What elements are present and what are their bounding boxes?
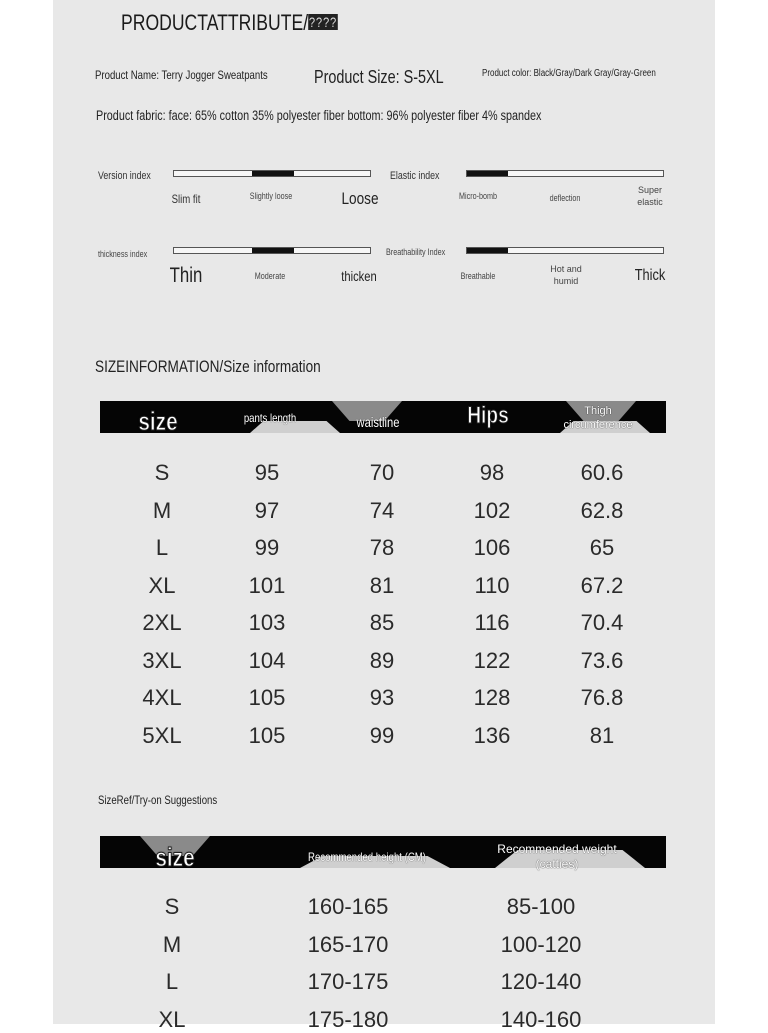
ref-col-header-height: Recommended height (CM) <box>308 850 426 864</box>
size-info-cell: 97 <box>254 497 280 523</box>
thickness-index-label: thickness index <box>98 249 148 259</box>
size-info-cell: 76.8 <box>580 685 624 710</box>
size-info-cell: 136 <box>473 722 511 748</box>
size-info-cell: 62.8 <box>580 497 624 523</box>
elastic-index-bar <box>466 170 664 177</box>
thickness-index-bar <box>173 247 371 254</box>
size-info-cell: 106 <box>473 535 511 560</box>
size-info-cell: 70 <box>369 460 395 485</box>
version-option-slim-fit: Slim fit <box>171 192 201 206</box>
size-ref-cell: 175-180 <box>307 1006 389 1032</box>
ref-col-header-size: size <box>155 842 195 872</box>
size-info-cell: 60.6 <box>580 460 624 485</box>
size-info-cell: 105 <box>248 685 286 710</box>
elastic-index-fill <box>467 171 508 176</box>
size-info-cell: 85 <box>369 610 395 635</box>
size-info-cell: 99 <box>369 722 395 748</box>
size-info-heading: SIZEINFORMATION/Size information <box>95 357 321 376</box>
product-fabric: Product fabric: face: 65% cotton 35% polyester fiber bottom: 96% polyester fiber 4% spandex <box>96 108 542 123</box>
col-header-pants-length: pants length <box>243 411 297 425</box>
ref-col-header-weight: Recommended weight (catties) <box>497 842 617 871</box>
size-info-cell: 102 <box>473 497 511 523</box>
title-unrendered-glyphs: ???? <box>308 14 338 30</box>
breathability-option-breathable: Breathable <box>460 271 496 281</box>
size-ref-cell: 120-140 <box>500 969 582 994</box>
size-info-cell: 105 <box>248 722 286 748</box>
breathability-option-hot-humid: Hot and humid <box>550 264 582 286</box>
size-info-cell: 101 <box>248 572 286 598</box>
size-ref-cell: 165-170 <box>307 931 389 957</box>
product-size: Product Size: S-5XL <box>314 67 444 87</box>
size-ref-heading: SizeRef/Try-on Suggestions <box>98 793 218 807</box>
size-info-cell: 5XL <box>142 722 182 748</box>
size-ref-cell: XL <box>158 1006 186 1032</box>
thickness-index-fill <box>252 248 293 253</box>
product-name: Product Name: Terry Jogger Sweatpants <box>95 68 268 82</box>
size-info-cell: L <box>155 535 169 560</box>
elastic-option-super-elastic: Super elastic <box>637 185 663 207</box>
size-info-cell: 67.2 <box>580 572 624 598</box>
size-info-cell: 93 <box>369 685 395 710</box>
size-info-cell: 73.6 <box>580 647 624 673</box>
version-option-loose: Loose <box>341 189 379 208</box>
size-info-cell: 65 <box>589 535 615 560</box>
size-info-cell: 104 <box>248 647 286 673</box>
col-header-thigh: Thigh circumference <box>563 405 633 431</box>
elastic-option-deflection: deflection <box>549 193 581 203</box>
size-ref-cell: 160-165 <box>307 894 389 919</box>
size-info-cell: 2XL <box>142 610 182 635</box>
size-info-cell: 81 <box>369 572 395 598</box>
size-info-cell: 74 <box>369 497 395 523</box>
size-info-cell: 110 <box>474 572 510 598</box>
elastic-option-micro-bomb: Micro-bomb <box>458 191 498 201</box>
size-info-cell: 98 <box>479 460 505 485</box>
size-info-cell: 70.4 <box>580 610 624 635</box>
col-header-hips: Hips <box>467 402 509 429</box>
breathability-option-thick: Thick <box>634 267 666 284</box>
size-info-cell: 122 <box>473 647 511 673</box>
size-ref-cell: L <box>165 969 179 994</box>
size-info-cell: 4XL <box>142 685 182 710</box>
thickness-option-thin: Thin <box>169 264 203 287</box>
version-index-label: Version index <box>98 170 151 182</box>
size-info-cell: M <box>152 497 172 523</box>
version-option-slightly-loose: Slightly loose <box>249 191 293 201</box>
size-info-cell: 81 <box>589 722 615 748</box>
product-color: Product color: Black/Gray/Dark Gray/Gray-Green <box>482 68 656 79</box>
version-index-fill <box>252 171 293 176</box>
elastic-index-label: Elastic index <box>390 170 440 182</box>
size-info-cell: XL <box>148 572 176 598</box>
size-ref-cell: S <box>164 894 180 919</box>
version-index-bar <box>173 170 371 177</box>
size-ref-cell: M <box>162 931 182 957</box>
thickness-option-moderate: Moderate <box>254 271 286 281</box>
size-info-cell: 128 <box>473 685 511 710</box>
size-info-cell: 116 <box>474 610 510 635</box>
breathability-index-label: Breathability Index <box>386 247 446 257</box>
size-ref-cell: 170-175 <box>307 969 389 994</box>
size-info-cell: 95 <box>254 460 280 485</box>
size-info-cell: 3XL <box>142 647 182 673</box>
size-info-cell: S <box>154 460 170 485</box>
size-ref-cell: 100-120 <box>500 931 582 957</box>
size-ref-cell: 85-100 <box>506 894 576 919</box>
col-header-waistline: waistline <box>356 414 400 430</box>
size-info-cell: 103 <box>248 610 286 635</box>
size-info-cell: 99 <box>254 535 280 560</box>
size-info-cell: 89 <box>369 647 395 673</box>
thickness-option-thicken: thicken <box>341 268 377 284</box>
title-text: PRODUCTATTRIBUTE/ <box>121 10 309 35</box>
page-title <box>121 10 392 36</box>
breathability-index-fill <box>467 248 508 253</box>
breathability-index-bar <box>466 247 664 254</box>
size-ref-cell: 140-160 <box>500 1006 582 1032</box>
size-info-cell: 78 <box>369 535 395 560</box>
col-header-size: size <box>138 406 178 436</box>
